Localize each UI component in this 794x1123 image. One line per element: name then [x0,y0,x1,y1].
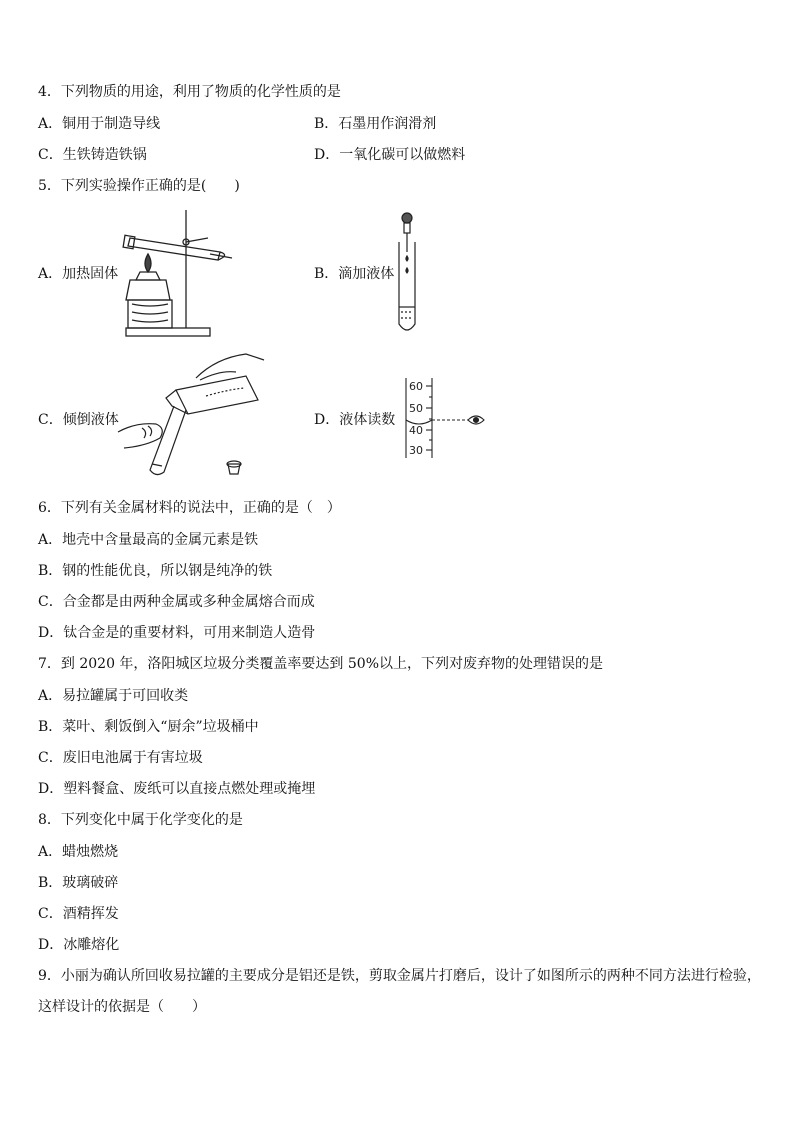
question-8-stem: 8．下列变化中属于化学变化的是 [38,812,243,828]
q5-option-c: C．倾倒液体 [38,412,119,428]
q7-option-b: B．菜叶、剩饭倒入“厨余”垃圾桶中 [38,719,259,735]
question-9-stem-line1: 9．小丽为确认所回收易拉罐的主要成分是铝还是铁，剪取金属片打磨后，设计了如图所示的两种不同方法进行检验， [38,968,761,984]
q4-option-b: B．石墨用作润滑剂 [314,116,437,132]
question-6-stem: 6．下列有关金属材料的说法中，正确的是（ ） [38,500,341,516]
q7-option-a: A．易拉罐属于可回收类 [38,688,189,704]
q6-option-d: D．钛合金是的重要材料，可用来制造人造骨 [38,625,316,641]
q8-option-d: D．冰雕熔化 [38,937,120,953]
q7-option-d: D．塑料餐盒、废纸可以直接点燃处理或掩埋 [38,781,316,797]
q8-option-c: C．酒精挥发 [38,906,119,922]
figure-cylinder-reading [402,378,486,460]
question-9-stem-line2: 这样设计的依据是（ ） [38,999,206,1015]
q4-option-d: D．一氧化碳可以做燃料 [314,147,466,163]
q8-option-a: A．蜡烛燃烧 [38,844,119,860]
q4-option-c: C．生铁铸造铁锅 [38,147,147,163]
q4-option-a: A．铜用于制造导线 [38,116,161,132]
q6-option-a: A．地壳中含量最高的金属元素是铁 [38,532,259,548]
q6-option-c: C．合金都是由两种金属或多种金属熔合而成 [38,594,315,610]
question-5-stem: 5．下列实验操作正确的是( ) [38,178,240,194]
q6-option-b: B．钢的性能优良，所以钢是纯净的铁 [38,563,273,579]
tick-40: 40 [409,424,423,437]
q5-option-a: A．加热固体 [38,266,119,282]
q8-option-b: B．玻璃破碎 [38,875,119,891]
tick-60: 60 [409,380,423,393]
figure-dropping-liquid [395,212,419,337]
figure-heating-solid [120,208,240,343]
q7-option-c: C．废旧电池属于有害垃圾 [38,750,203,766]
question-7-stem: 7．到 2020 年，洛阳城区垃圾分类覆盖率要达到 50%以上，下列对废弃物的处理错误的是 [38,656,604,672]
question-4-stem: 4．下列物质的用途，利用了物质的化学性质的是 [38,84,341,100]
tick-30: 30 [409,444,423,457]
q5-option-d: D．液体读数 [314,412,396,428]
figure-pouring-liquid [116,350,266,480]
tick-50: 50 [409,402,423,415]
q5-option-b: B．滴加液体 [314,266,395,282]
